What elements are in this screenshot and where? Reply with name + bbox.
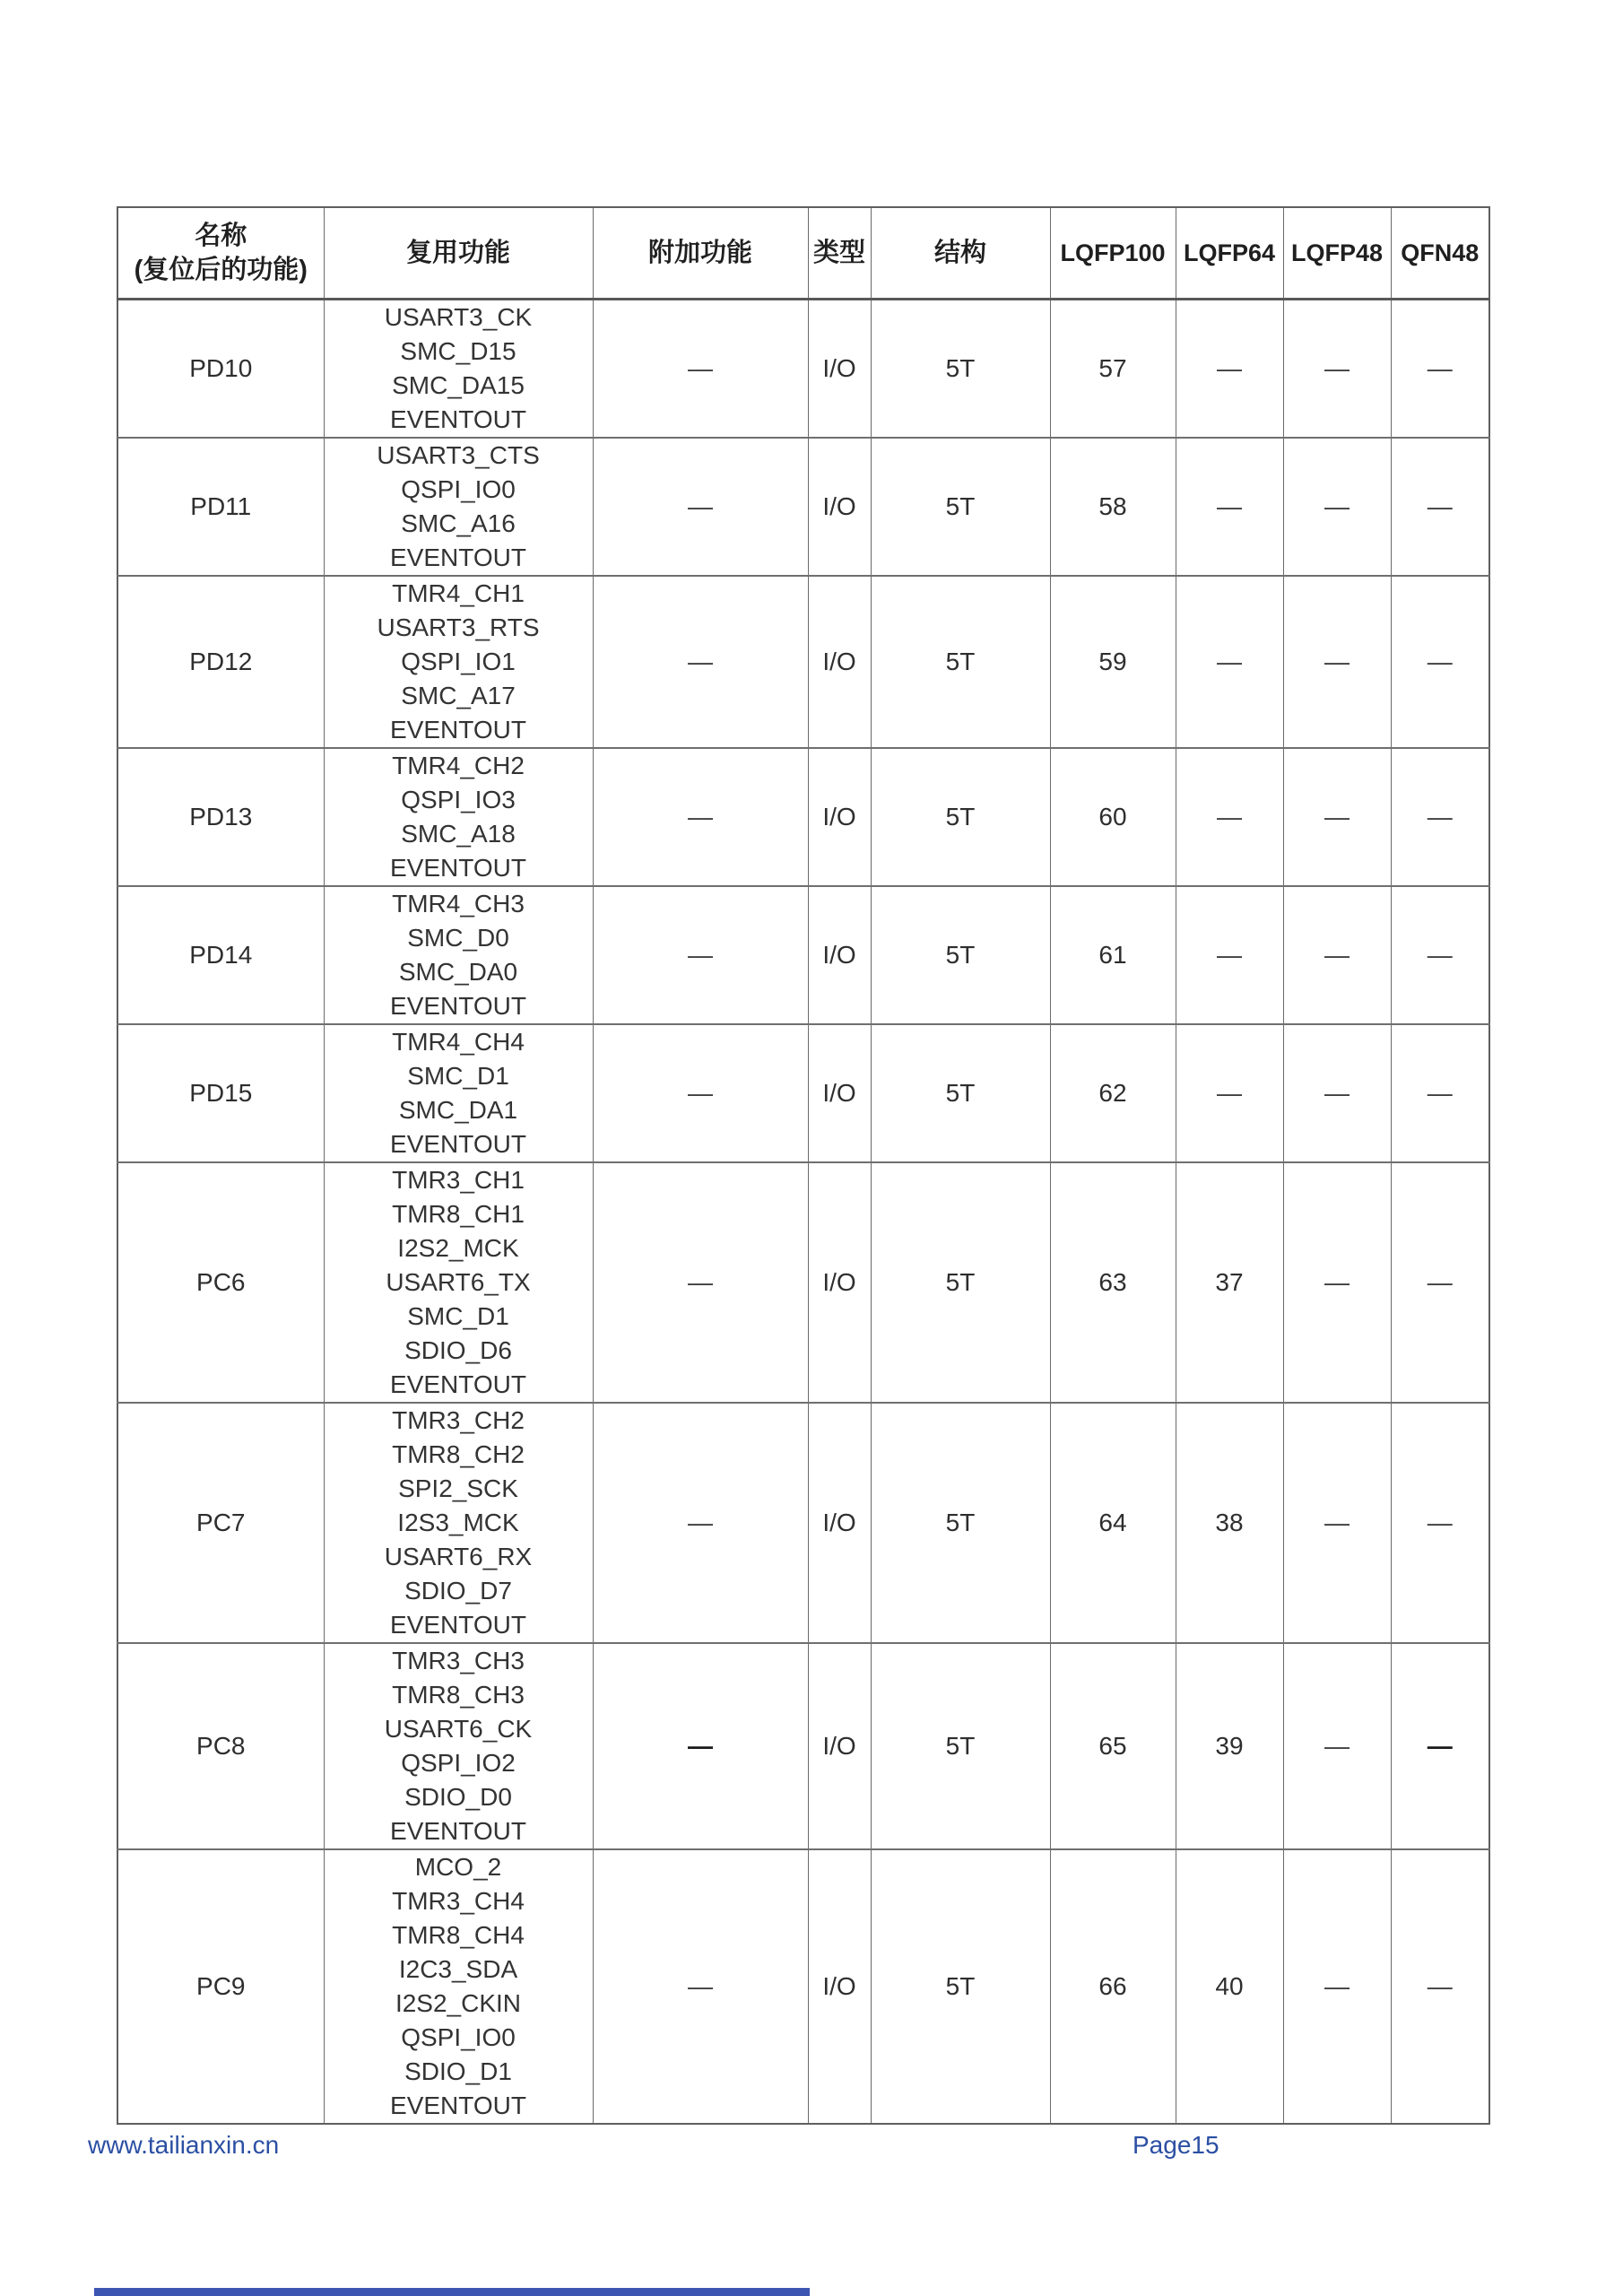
- cell-qfn48: [1391, 748, 1489, 886]
- alternate-function: TMR4_CH4: [392, 1028, 525, 1056]
- cell-lqfp100-value: 60: [1098, 803, 1127, 831]
- col-header-line: LQFP48: [1290, 239, 1384, 266]
- col-header-type: [808, 207, 871, 300]
- footer-page-number: Page15: [1133, 2131, 1219, 2159]
- cell-structure-value: 5T: [945, 1268, 976, 1296]
- alternate-function: EVENTOUT: [390, 716, 526, 744]
- cell-lqfp100-value: 63: [1098, 1268, 1127, 1296]
- alternate-function: EVENTOUT: [390, 1370, 526, 1398]
- cell-type-value: I/O: [822, 354, 856, 382]
- cell-lqfp64-value: 37: [1215, 1268, 1244, 1296]
- alternate-function: EVENTOUT: [390, 992, 526, 1020]
- alternate-functions-cell: [324, 576, 593, 748]
- cell-type-value: I/O: [822, 1268, 856, 1296]
- table-row-PC7: [117, 1403, 1489, 1643]
- cell-attach: [593, 1849, 808, 2124]
- alternate-function: SPI2_SCK: [398, 1474, 518, 1502]
- cell-type-value: I/O: [822, 1972, 856, 2000]
- cell-attach-value: —: [688, 492, 713, 520]
- cell-type: [808, 1849, 871, 2124]
- col-header-line: 复用功能: [405, 239, 510, 267]
- pin-definition-table: [117, 206, 1490, 2125]
- cell-type: [808, 886, 871, 1024]
- pin-name: PD12: [189, 648, 253, 675]
- pin-name-cell: [117, 438, 324, 576]
- footer-website-link[interactable]: www.tailianxin.cn: [88, 2131, 280, 2159]
- cell-lqfp100: [1050, 1849, 1176, 2124]
- col-header-line: (复位后的功能): [134, 256, 308, 284]
- alternate-function: TMR4_CH3: [392, 890, 525, 918]
- alternate-functions-cell: [324, 1162, 593, 1403]
- alternate-function: EVENTOUT: [390, 1611, 526, 1639]
- cell-structure: [871, 1643, 1050, 1849]
- cell-attach: [593, 748, 808, 886]
- cell-attach-value: —: [688, 1268, 713, 1296]
- pin-name-cell: [117, 1849, 324, 2124]
- cell-lqfp48: [1283, 1024, 1391, 1162]
- cell-lqfp100: [1050, 1024, 1176, 1162]
- col-header-qfn48: [1391, 207, 1489, 300]
- cell-structure-value: 5T: [945, 941, 976, 969]
- cell-lqfp48-value: —: [1324, 1079, 1350, 1107]
- cell-type: [808, 1403, 871, 1643]
- alternate-function: QSPI_IO0: [401, 2023, 516, 2051]
- cell-lqfp64-value: —: [1217, 1079, 1242, 1107]
- cell-qfn48: [1391, 1849, 1489, 2124]
- cell-attach: [593, 300, 808, 439]
- cell-lqfp64-value: 39: [1215, 1732, 1244, 1760]
- cell-lqfp48: [1283, 1162, 1391, 1403]
- cell-lqfp100-value: 59: [1098, 648, 1127, 675]
- cell-qfn48-value: —: [1427, 941, 1453, 969]
- col-header-line: 名称: [195, 222, 247, 250]
- cell-lqfp48: [1283, 1849, 1391, 2124]
- cell-lqfp64: [1176, 886, 1283, 1024]
- table-row-PD14: [117, 886, 1489, 1024]
- cell-structure-value: 5T: [945, 1509, 976, 1536]
- pin-name: PD15: [189, 1079, 253, 1107]
- cell-lqfp48: [1283, 300, 1391, 439]
- cell-lqfp64-value: 38: [1215, 1509, 1244, 1536]
- alternate-function: SMC_D1: [407, 1302, 509, 1330]
- cell-lqfp64-value: 40: [1215, 1972, 1244, 2000]
- cell-lqfp64-value: —: [1217, 354, 1242, 382]
- cell-lqfp48-value: —: [1324, 1732, 1350, 1760]
- cell-lqfp100: [1050, 300, 1176, 439]
- cell-type: [808, 438, 871, 576]
- cell-lqfp48: [1283, 1643, 1391, 1849]
- alternate-functions-cell: [324, 1643, 593, 1849]
- cell-qfn48: [1391, 1403, 1489, 1643]
- cell-type: [808, 1024, 871, 1162]
- alternate-function: TMR8_CH4: [392, 1921, 525, 1949]
- pin-name: PC6: [196, 1268, 246, 1296]
- cell-attach-value: —: [688, 941, 713, 969]
- alternate-function: SMC_D1: [407, 1062, 509, 1090]
- cell-lqfp100-value: 62: [1098, 1079, 1127, 1107]
- cell-attach: [593, 1643, 808, 1849]
- table-row-PC6: [117, 1162, 1489, 1403]
- cell-qfn48: [1391, 300, 1489, 439]
- alternate-function: TMR4_CH2: [392, 752, 525, 779]
- cell-lqfp100-value: 65: [1098, 1732, 1127, 1760]
- alternate-functions-cell: [324, 748, 593, 886]
- cell-lqfp64: [1176, 576, 1283, 748]
- cell-structure: [871, 1403, 1050, 1643]
- cell-qfn48-value: —: [1427, 1972, 1453, 2000]
- alternate-function: SMC_D15: [400, 337, 516, 365]
- cell-lqfp100: [1050, 1403, 1176, 1643]
- cell-lqfp48: [1283, 886, 1391, 1024]
- alternate-function: SMC_A18: [401, 820, 516, 848]
- col-header-lqfp100: [1050, 207, 1176, 300]
- cell-attach-value: —: [688, 354, 713, 382]
- cell-lqfp64: [1176, 1849, 1283, 2124]
- alternate-function: SMC_D0: [407, 924, 509, 952]
- cell-lqfp48-value: —: [1324, 941, 1350, 969]
- cell-lqfp48-value: —: [1324, 1509, 1350, 1536]
- alternate-function: USART3_RTS: [377, 613, 540, 641]
- pin-name: PC8: [196, 1732, 246, 1760]
- alternate-function: I2S2_MCK: [397, 1234, 519, 1262]
- col-header-line: QFN48: [1401, 239, 1480, 266]
- table-header-row: [117, 207, 1489, 300]
- cell-lqfp64: [1176, 1162, 1283, 1403]
- cell-type-value: I/O: [822, 1509, 856, 1536]
- cell-lqfp48-value: —: [1324, 492, 1350, 520]
- cell-structure: [871, 1162, 1050, 1403]
- alternate-function: EVENTOUT: [390, 544, 526, 571]
- pin-name-cell: [117, 886, 324, 1024]
- table-row-PD13: [117, 748, 1489, 886]
- cell-type: [808, 1643, 871, 1849]
- bottom-highlight-bar: [94, 2288, 810, 2296]
- cell-attach-value: —: [688, 648, 713, 675]
- alternate-function: SDIO_D7: [404, 1577, 512, 1605]
- cell-lqfp64: [1176, 1403, 1283, 1643]
- cell-structure: [871, 886, 1050, 1024]
- header-row: [117, 207, 1489, 300]
- alternate-functions-cell: [324, 438, 593, 576]
- cell-lqfp48: [1283, 438, 1391, 576]
- cell-lqfp100-value: 61: [1098, 941, 1127, 969]
- alternate-function: USART6_TX: [386, 1268, 531, 1296]
- table-row-PD12: [117, 576, 1489, 748]
- cell-qfn48-value: —: [1427, 1732, 1453, 1760]
- alternate-function: TMR8_CH1: [392, 1200, 525, 1228]
- alternate-function: EVENTOUT: [390, 405, 526, 433]
- col-header-line: 结构: [933, 239, 986, 267]
- cell-lqfp100: [1050, 438, 1176, 576]
- cell-qfn48-value: —: [1427, 492, 1453, 520]
- alternate-function: SMC_A17: [401, 682, 516, 709]
- cell-structure: [871, 1849, 1050, 2124]
- alternate-function: QSPI_IO1: [401, 648, 516, 675]
- pin-name-cell: [117, 1162, 324, 1403]
- alternate-function: I2S2_CKIN: [395, 1989, 522, 2017]
- cell-structure: [871, 748, 1050, 886]
- cell-structure: [871, 438, 1050, 576]
- alternate-function: EVENTOUT: [390, 1817, 526, 1845]
- cell-attach: [593, 1162, 808, 1403]
- cell-lqfp64: [1176, 748, 1283, 886]
- cell-qfn48-value: —: [1427, 354, 1453, 382]
- alternate-functions-cell: [324, 1849, 593, 2124]
- cell-structure-value: 5T: [945, 492, 976, 520]
- cell-lqfp100-value: 66: [1098, 1972, 1127, 2000]
- cell-lqfp100: [1050, 886, 1176, 1024]
- cell-lqfp100: [1050, 1643, 1176, 1849]
- col-header-line: LQFP100: [1060, 239, 1166, 266]
- col-header-structure: [871, 207, 1050, 300]
- col-header-lqfp64: [1176, 207, 1283, 300]
- cell-lqfp64-value: —: [1217, 941, 1242, 969]
- cell-structure: [871, 576, 1050, 748]
- cell-lqfp64-value: —: [1217, 648, 1242, 675]
- col-header-attach: [593, 207, 808, 300]
- cell-type: [808, 748, 871, 886]
- cell-attach-value: —: [688, 803, 713, 831]
- cell-lqfp48-value: —: [1324, 354, 1350, 382]
- cell-qfn48: [1391, 886, 1489, 1024]
- cell-qfn48: [1391, 576, 1489, 748]
- table-body: [117, 300, 1489, 2125]
- alternate-function: QSPI_IO3: [401, 786, 516, 813]
- col-header-name: [117, 207, 324, 300]
- pin-name: PD10: [189, 354, 253, 382]
- alternate-function: SMC_A16: [401, 509, 516, 537]
- alternate-function: QSPI_IO0: [401, 475, 516, 503]
- cell-attach: [593, 576, 808, 748]
- alternate-function: TMR4_CH1: [392, 579, 525, 607]
- cell-lqfp48: [1283, 1403, 1391, 1643]
- col-header-line: 附加功能: [647, 239, 752, 267]
- cell-lqfp48-value: —: [1324, 1268, 1350, 1296]
- table-row-PD11: [117, 438, 1489, 576]
- cell-lqfp64-value: —: [1217, 803, 1242, 831]
- cell-attach: [593, 1403, 808, 1643]
- alternate-function: EVENTOUT: [390, 2092, 526, 2119]
- cell-type: [808, 1162, 871, 1403]
- pin-name: PD13: [189, 803, 253, 831]
- table-row-PD15: [117, 1024, 1489, 1162]
- col-header-line: LQFP64: [1183, 239, 1276, 266]
- cell-qfn48-value: —: [1427, 648, 1453, 675]
- cell-structure-value: 5T: [945, 354, 976, 382]
- cell-structure-value: 5T: [945, 648, 976, 675]
- cell-lqfp100-value: 64: [1098, 1509, 1127, 1536]
- cell-lqfp100-value: 58: [1098, 492, 1127, 520]
- cell-structure-value: 5T: [945, 1972, 976, 2000]
- cell-qfn48: [1391, 1162, 1489, 1403]
- cell-attach-value: —: [688, 1972, 713, 2000]
- cell-type-value: I/O: [822, 648, 856, 675]
- alternate-function: EVENTOUT: [390, 1130, 526, 1158]
- cell-lqfp48-value: —: [1324, 648, 1350, 675]
- cell-type-value: I/O: [822, 803, 856, 831]
- cell-type-value: I/O: [822, 941, 856, 969]
- cell-type-value: I/O: [822, 1732, 856, 1760]
- alternate-function: TMR3_CH3: [392, 1647, 525, 1674]
- cell-lqfp64: [1176, 1643, 1283, 1849]
- cell-attach-value: —: [688, 1732, 713, 1760]
- alternate-function: TMR8_CH3: [392, 1681, 525, 1709]
- cell-structure-value: 5T: [945, 1079, 976, 1107]
- cell-lqfp64-value: —: [1217, 492, 1242, 520]
- cell-lqfp64: [1176, 300, 1283, 439]
- cell-attach-value: —: [688, 1079, 713, 1107]
- cell-qfn48-value: —: [1427, 1509, 1453, 1536]
- cell-lqfp48-value: —: [1324, 1972, 1350, 2000]
- alternate-function: SMC_DA0: [398, 958, 518, 986]
- cell-qfn48: [1391, 1024, 1489, 1162]
- pin-name-cell: [117, 1643, 324, 1849]
- cell-lqfp100: [1050, 748, 1176, 886]
- alternate-functions-cell: [324, 886, 593, 1024]
- alternate-function: EVENTOUT: [390, 854, 526, 882]
- pin-name: PD14: [189, 941, 253, 969]
- alternate-function: USART3_CTS: [377, 441, 540, 469]
- alternate-function: USART6_CK: [384, 1715, 533, 1743]
- alternate-function: MCO_2: [414, 1853, 502, 1881]
- alternate-function: TMR8_CH2: [392, 1440, 525, 1468]
- cell-structure: [871, 1024, 1050, 1162]
- pin-name-cell: [117, 1024, 324, 1162]
- cell-structure: [871, 300, 1050, 439]
- pin-name-cell: [117, 748, 324, 886]
- alternate-function: USART3_CK: [384, 303, 533, 331]
- cell-attach-value: —: [688, 1509, 713, 1536]
- alternate-function: SDIO_D6: [404, 1336, 512, 1364]
- cell-qfn48: [1391, 1643, 1489, 1849]
- cell-type: [808, 300, 871, 439]
- pin-name: PC9: [196, 1972, 246, 2000]
- pin-name: PD11: [190, 492, 252, 520]
- cell-attach: [593, 1024, 808, 1162]
- cell-attach: [593, 886, 808, 1024]
- alternate-functions-cell: [324, 300, 593, 439]
- alternate-function: SDIO_D0: [404, 1783, 512, 1811]
- cell-lqfp100-value: 57: [1098, 354, 1127, 382]
- col-header-line: 类型: [812, 239, 865, 267]
- pin-name: PC7: [196, 1509, 246, 1536]
- alternate-function: TMR3_CH1: [392, 1166, 525, 1194]
- cell-structure-value: 5T: [945, 1732, 976, 1760]
- alternate-function: QSPI_IO2: [401, 1749, 516, 1777]
- cell-qfn48-value: —: [1427, 1079, 1453, 1107]
- cell-type: [808, 576, 871, 748]
- col-header-lqfp48: [1283, 207, 1391, 300]
- alternate-function: SMC_DA15: [392, 371, 525, 399]
- alternate-function: I2C3_SDA: [398, 1955, 518, 1983]
- cell-attach: [593, 438, 808, 576]
- col-header-functions: [324, 207, 593, 300]
- alternate-function: USART6_RX: [384, 1543, 533, 1570]
- cell-lqfp48-value: —: [1324, 803, 1350, 831]
- table-row-PC8: [117, 1643, 1489, 1849]
- alternate-function: TMR3_CH2: [392, 1406, 525, 1434]
- alternate-function: I2S3_MCK: [397, 1509, 519, 1536]
- cell-lqfp48: [1283, 748, 1391, 886]
- cell-lqfp100: [1050, 576, 1176, 748]
- cell-lqfp64: [1176, 1024, 1283, 1162]
- alternate-functions-cell: [324, 1403, 593, 1643]
- pin-name-cell: [117, 576, 324, 748]
- alternate-function: SMC_DA1: [398, 1096, 518, 1124]
- cell-lqfp64: [1176, 438, 1283, 576]
- alternate-function: TMR3_CH4: [392, 1887, 525, 1915]
- pin-name-cell: [117, 1403, 324, 1643]
- cell-type-value: I/O: [822, 1079, 856, 1107]
- alternate-functions-cell: [324, 1024, 593, 1162]
- page-footer: [0, 2131, 1623, 2167]
- alternate-function: SDIO_D1: [404, 2057, 512, 2085]
- table-row-PD10: [117, 300, 1489, 439]
- cell-lqfp100: [1050, 1162, 1176, 1403]
- cell-qfn48-value: —: [1427, 803, 1453, 831]
- cell-lqfp48: [1283, 576, 1391, 748]
- cell-type-value: I/O: [822, 492, 856, 520]
- cell-qfn48-value: —: [1427, 1268, 1453, 1296]
- table-row-PC9: [117, 1849, 1489, 2124]
- cell-structure-value: 5T: [945, 803, 976, 831]
- pin-name-cell: [117, 300, 324, 439]
- cell-qfn48: [1391, 438, 1489, 576]
